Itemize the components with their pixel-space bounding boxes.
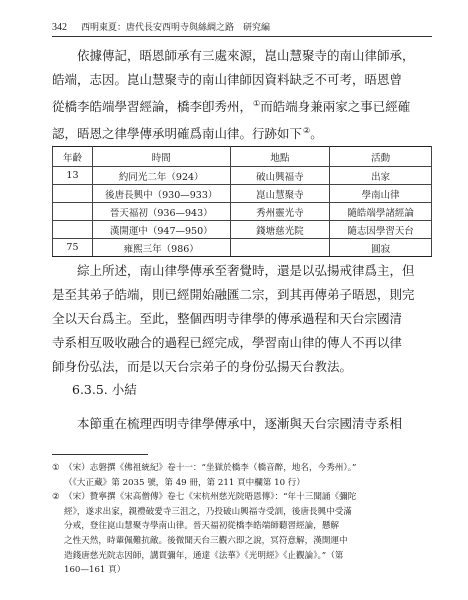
footnote-2-line-6: 160—161 頁） [64,565,126,576]
section-title: 小結 [111,382,137,397]
paragraph-3 [52,412,432,436]
paragraph-1-line-3-tail: 而皓端身兼兩家之事已經確 [260,99,411,115]
table-cell-place [230,239,330,257]
table-cell-place: 秀州靈光寺 [230,203,330,221]
table-cell-place: 崑山慧聚寺 [230,185,330,203]
table-row [53,239,432,257]
table-cell-time: 雍熙三年（986） [92,239,230,257]
table-cell-activity: 隨皓端學諸經論 [330,203,432,221]
table-row [53,203,432,221]
footnote-1-line-2: （《大正藏》第 2035 號，第 49 冊，第 211 頁中欄第 10 行） [64,477,305,488]
paragraph-3-line-1: 本節重在梳理西明寺律學傳承中，逐漸與天台宗國清寺系相 [77,416,403,431]
table-cell-time: 晉天福初（936—943） [92,203,230,221]
table-row [53,185,432,203]
paragraph-1-line-1: 依據傳記，晤恩師承有三處來源，崑山慧聚寺的南山律師承， [77,48,415,63]
table-cell-time: 漢開運中（947—950） [92,221,230,239]
paragraph-1 [52,44,432,146]
footnote-2-line-4: 之性天然，時輩佩難抗敵。後微聞天台三觀六即之說，冥符意解，漢開運中 [64,535,348,546]
footnote-2-line-2: 經》，遂求出家，親禮破愛寺三沮之，乃投破山興福寺受訓，後唐長興中受滿 [64,506,352,517]
table-cell-time: 後唐長興中（930—933） [92,185,230,203]
running-title: 西明東夏：唐代長安西明寺與絲綢之路 研究編 [81,23,271,33]
paragraph-2-line-4: 寺系相互吸收融合的過程已經完成，學習南山律的傳人不再以律 [52,335,403,350]
paragraph-2-line-1: 綜上所述，南山律學傳承至奢覺時，還是以弘揚戒律爲主，但 [77,263,415,278]
table-row [53,221,432,239]
paragraph-2 [52,259,432,379]
column-header-time: 時間 [92,147,230,167]
table-cell-place: 錢塘慈光院 [230,221,330,239]
table-cell-age: 13 [53,167,93,185]
paragraph-2-line-3: 全以天台爲主。至此，整個西明寺律學的傳承過程和天台宗國清 [52,311,403,326]
table-cell-age [53,185,93,203]
paragraph-1-line-2: 皓端，志因。崑山慧聚寺的南山律師因資料缺乏不可考，晤恩曾 [52,72,403,87]
header-rule [52,36,432,37]
column-header-activity: 活動 [330,147,432,167]
footnote-2-line-1: （宋）贊寧撰《宋高僧傳》卷七《宋杭州慈光院晤恩傳》：“年十三聞誦《彌陀 [64,492,357,503]
page-number: 342 [52,22,67,33]
paragraph-1-end: 。 [310,126,323,142]
table-cell-age [53,221,93,239]
footnote-1 [52,461,436,490]
table-cell-activity: 隨志因學習天台 [330,221,432,239]
paragraph-1-line-3-text: 從橋李皓端學習經論，橋李卽秀州， [52,99,253,115]
section-number: 6.3.5. [72,382,108,397]
table-cell-age: 75 [53,239,93,257]
paragraph-1-line-4-text: 認，晤恩之律學傳承明確爲南山律。行跡如下 [52,126,303,142]
footnotes [52,461,436,578]
paragraph-2-line-5: 師身份弘法，而是以天台宗弟子的身份弘揚天台教法。 [52,359,353,374]
chronology-table [52,146,432,257]
footnote-1-body [64,461,436,490]
footnote-rule [52,454,148,455]
table-cell-place: 破山興福寺 [230,167,330,185]
table-cell-activity: 學南山律 [330,185,432,203]
table-cell-age [53,203,93,221]
table-header-row [53,147,432,167]
footnote-2-line-5: 造錢唐慈光院志因師，講貫彌年，通達《法華》《光明經》《止觀論》。”（第 [64,550,344,561]
footnote-2-mark: ② [52,492,60,503]
footnote-2 [52,490,436,578]
footnote-ref-1[interactable]: ① [253,99,261,108]
footnote-2-body [64,490,436,578]
footnote-1-line-1: （宋）志磐撰《佛祖統紀》卷十一：“坐獄於橋李（橋音醉，地名，今秀州）。” [64,463,357,473]
running-header [52,20,432,33]
paragraph-2-line-2: 是至其弟子皓端，則已經開始融匯二宗，到其再傳弟子晤恩，則完 [52,287,415,302]
column-header-place: 地點 [230,147,330,167]
table-cell-activity: 圓寂 [330,239,432,257]
table-cell-activity: 出家 [330,167,432,185]
footnote-ref-2[interactable]: ② [303,126,311,136]
table-cell-time: 約同光二年（924） [92,167,230,185]
section-heading [72,380,137,398]
column-header-age: 年齡 [53,147,93,167]
footnote-1-mark: ① [52,463,60,473]
table-row [53,167,432,185]
footnote-2-line-3: 分戒，登往崑山慧聚寺學南山律。晉天福初從橋李皓端師聽習經論，懸解 [64,521,340,532]
paragraph-1-line-3 [52,92,432,119]
paragraph-1-line-4 [52,119,432,146]
